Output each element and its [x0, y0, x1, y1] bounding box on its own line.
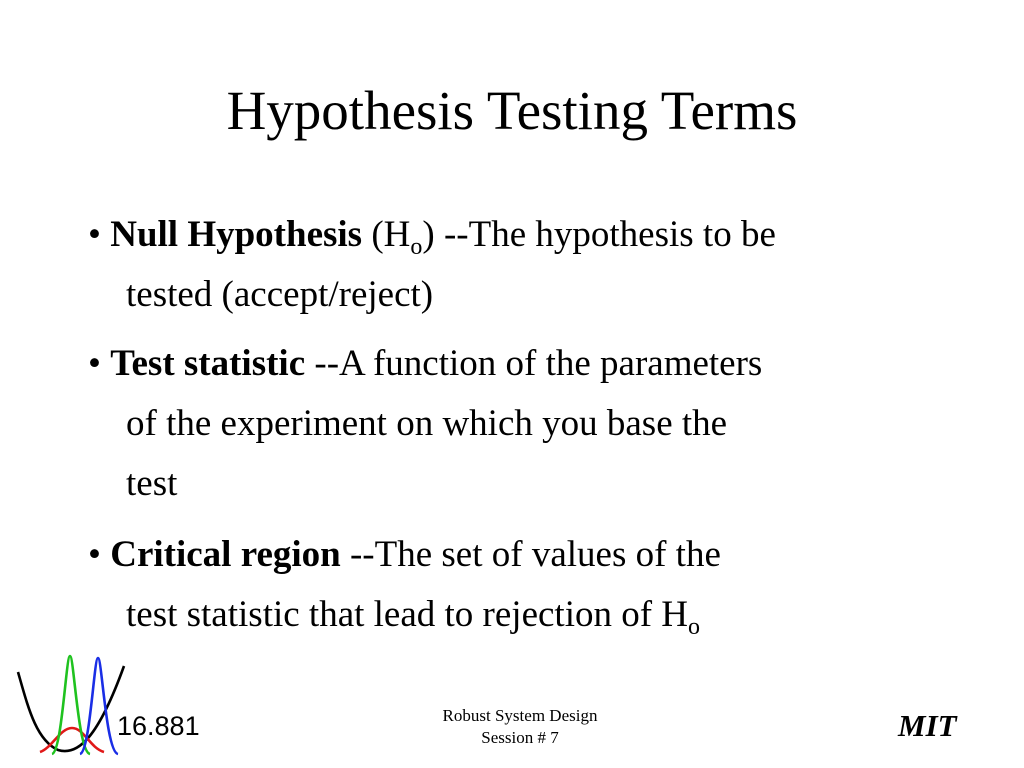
slide-title: Hypothesis Testing Terms — [226, 80, 798, 141]
bullet-marker: • — [88, 343, 101, 384]
bullet-marker: • — [88, 534, 101, 575]
bullet-critical-region — [88, 525, 958, 645]
course-title: Robust System Design — [442, 706, 598, 725]
bullet-continuation: of the experiment on which you base the — [126, 403, 728, 444]
subscript: o — [688, 614, 701, 640]
session-label: Session # 7 — [481, 728, 559, 747]
bullet-text: --The set of values of the — [340, 534, 721, 575]
bullet-null-hypothesis — [88, 205, 958, 325]
bullet-term: Null Hypothesis — [110, 214, 363, 255]
bullet-test-statistic — [88, 334, 958, 514]
blue-curve — [80, 658, 118, 754]
bullet-symbol: (H — [362, 214, 411, 255]
bullet-marker: • — [88, 214, 101, 255]
bullet-text: --A function of the parameters — [305, 343, 763, 384]
black-curve — [18, 666, 124, 751]
bullet-text: test statistic that lead to rejection of H — [126, 594, 689, 635]
bullet-line — [88, 205, 958, 265]
footer-center — [380, 705, 660, 749]
subscript: o — [410, 234, 423, 260]
green-curve — [52, 656, 90, 754]
bullet-term: Test statistic — [110, 343, 306, 384]
course-number: 16.881 — [117, 711, 200, 741]
bullet-continuation: tested (accept/reject) — [126, 274, 434, 315]
institution-label: MIT — [898, 708, 957, 743]
bullet-continuation — [88, 585, 958, 645]
bullet-term: Critical region — [110, 534, 341, 575]
distribution-curves-icon — [14, 652, 126, 756]
bullet-continuation: test — [126, 463, 178, 504]
bullet-text: ) --The hypothesis to be — [422, 214, 776, 255]
bullet-line — [88, 334, 958, 394]
bullet-line — [88, 525, 958, 585]
